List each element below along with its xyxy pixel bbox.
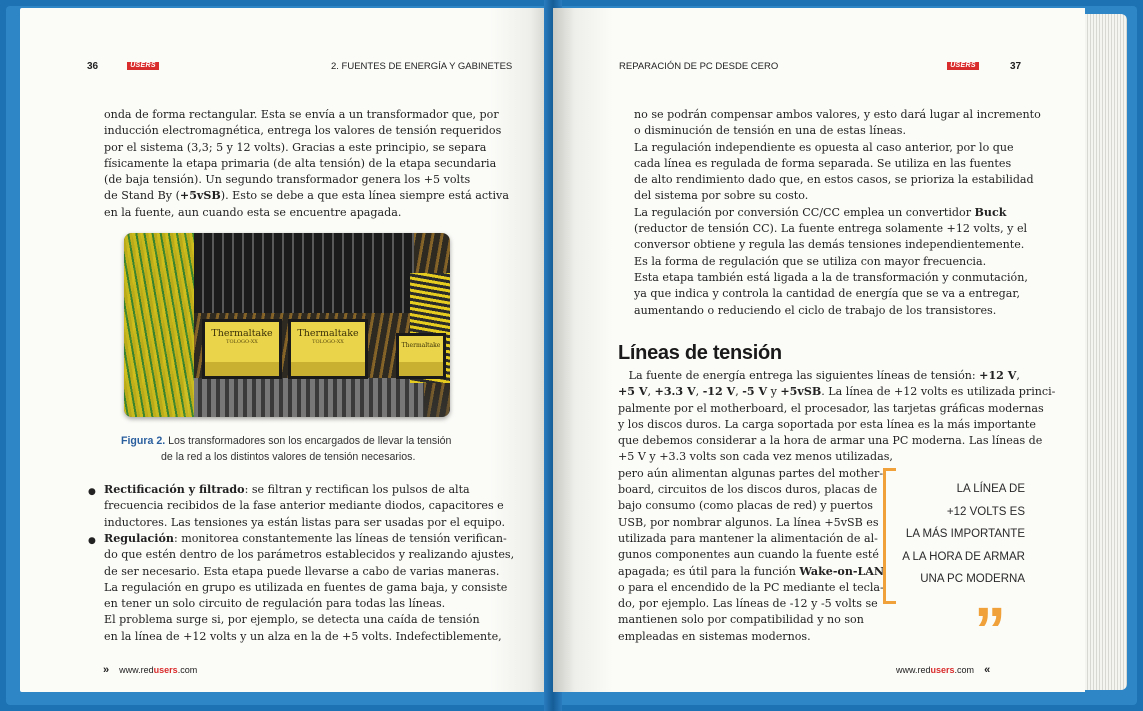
bullet-regulacion: Regulación: monitorea constantemente las líneas de tensión verifican- do que estén dentro de los parámetros establecidos y realizando ajustes, de ser necesario. Esta etapa puede llevarse a cabo de varias maneras. La regulación en grupo es utilizada en fuentes de gama baja, y consiste en tener un solo circuito de regulación para todas las líneas. El problema surge si, por ejemplo, se detecta una caída de tensión en la línea de +12 volts y un alza en la de +5 volts. Indefectiblemente, [104, 532, 515, 643]
users-logo: USERS [127, 62, 159, 70]
section-heading: Líneas de tensión [618, 342, 782, 364]
page-edges [1085, 14, 1127, 690]
chapter-title: 2. FUENTES DE ENERGÍA Y GABINETES [331, 61, 513, 72]
transformers-photo [124, 233, 450, 417]
pull-quote: LA LÍNEA DE +12 VOLTS ES LA MÁS IMPORTANTE A LA HORA DE ARMAR UNA PC MODERNA [902, 483, 1025, 585]
right-page-number: 37 [1010, 61, 1022, 72]
transformer-left: Thermaltake TOLOGO-XX [202, 319, 282, 379]
transformer-small: Thermaltake [396, 333, 446, 379]
bullet-icon: ● [88, 536, 96, 546]
book-title: REPARACIÓN DE PC DESDE CERO [619, 61, 779, 72]
forward-arrows-icon: » [103, 664, 110, 676]
closing-quote-icon: ” [974, 594, 1006, 666]
bullet-rectificacion: Rectificación y filtrado: se filtran y rectifican los pulsos de alta frecuencia recibidos de la fase anterior mediante diodos, capacitores e inductores. Las tensiones ya están listas para ser usadas por el equipo. [104, 483, 505, 529]
back-arrows-icon: « [984, 664, 991, 676]
figure-caption-line-2: de la red a los distintos valores de tensión necesarios. [161, 451, 416, 463]
transformer-right: Thermaltake TOLOGO-XX [288, 319, 368, 379]
website-link[interactable]: www.redusers.com [896, 665, 975, 675]
users-logo: USERS [947, 62, 979, 70]
website-link[interactable]: www.redusers.com [119, 665, 198, 675]
right-footer [896, 664, 990, 676]
left-footer [103, 664, 197, 676]
left-page-number: 36 [87, 61, 99, 72]
figure-caption-line-1: Figura 2. Los transformadores son los encargados de llevar la tensión [121, 435, 452, 447]
figure-label: Figura 2. [121, 435, 166, 447]
lineas-tension-text: La fuente de energía entrega las siguientes líneas de tensión: +12 V, +5 V, +3.3 V, -12 V, -5 V y +5vSB. La línea de +12 volts es utilizada princi- palmente por el motherboard, el procesador, las tarjetas gráficas modernas y los discos duros. La carga soportada por esta línea es la más importante que debemos considerar a la hora de armar una PC moderna. Las líneas de +5 V y +3.3 volts son cada vez menos utilizadas, pero aún alimentan algunas partes del mother- board, circuitos de los discos duros, placas de bajo consumo (como placas de red) y puertos USB, por nombrar algunos. La línea +5vSB es utilizada para mantener la alimentación de al- gunos componentes aun cuando la fuente esté apagada; es útil para la función Wake-on-LAN o para el encendido de la PC mediante el tecla- do, por ejemplo. Las líneas de -12 y -5 volts se mantienen solo por compatibilidad y no son empleadas en sistemas modernos. [618, 369, 1056, 643]
right-top-text: no se podrán compensar ambos valores, y esto dará lugar al incremento o disminución de tensión en una de estas líneas. La regulación independiente es opuesta al caso anterior, por lo que cada línea es regulada de forma separada. Se utiliza en las fuentes de alto rendimiento dado que, en estos casos, se prioriza la estabilidad del sistema por sobre su costo. La regulación por conversión CC/CC emplea un convertidor Buck (reductor de tensión CC). La fuente entrega solamente +12 volts, y el conversor obtiene y regula las demás tensiones independientemente. Es la forma de regulación que se utiliza con mayor frecuencia. Esta etapa también está ligada a la de transformación y conmutación, ya que indica y controla la cantidad de energía que se va a entregar, aumentando o reduciendo el ciclo de trabajo de los transistores. [634, 108, 1041, 317]
left-intro-text: onda de forma rectangular. Esta se envía a un transformador que, por inducción electromagnética, entrega los valores de tensión requeridos por el sistema (3,3; 5 y 12 volts). Gracias a este principio, se separa físicamente la etapa primaria (de alta tensión) de la etapa secundaria (de baja tensión). Un segundo transformador genera los +5 volts de Stand By (+5vSB). Esto se debe a que esta línea siempre está activa en la fuente, aun cuando esta se encuentre apagada. [104, 108, 509, 219]
bullet-icon: ● [88, 487, 96, 497]
